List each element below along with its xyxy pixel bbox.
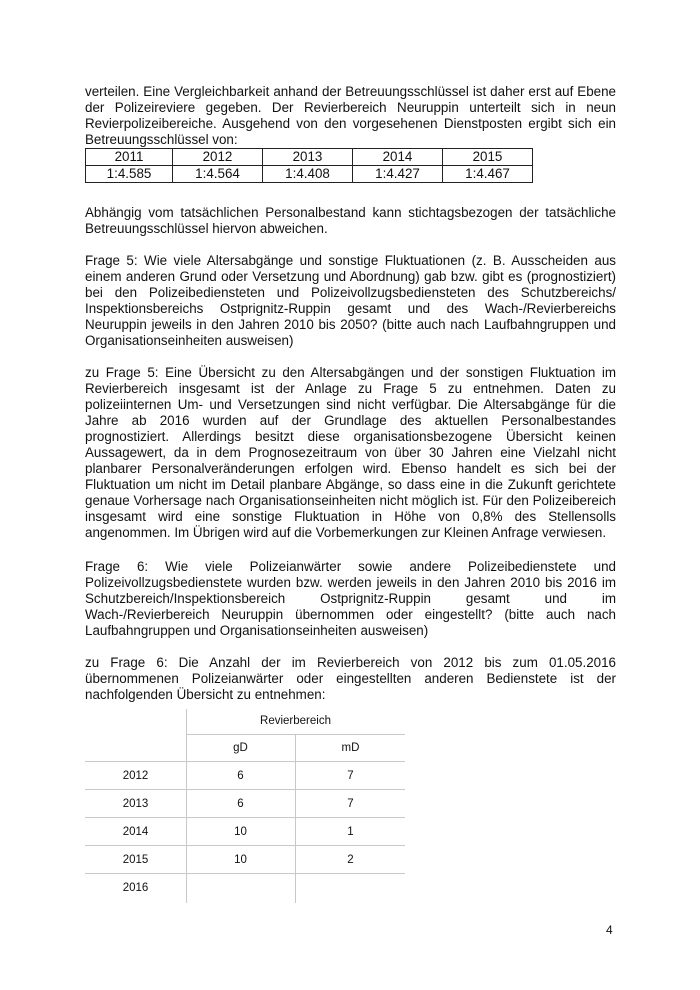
table-divider: [85, 873, 405, 874]
cell-md: 2: [347, 854, 354, 866]
row-year: 2015: [122, 854, 149, 866]
cell-gd: 10: [234, 854, 247, 866]
paragraph-frage-5: Frage 5: Wie viele Altersabgänge und sonstige Fluktuationen (z. B. Ausscheiden aus einem anderen Grund oder Versetzung und Abordnung) gab bzw. gibt es (prognostiziert) bei den Polizeibediensteten und Polizeivollzugsbediensteten des Schutzbereichs/ Inspektionsbereichs Ostprignitz-Ruppin gesamt und des Wach-/Revierbereichs Neuruppin jeweils in den Jahren 2010 bis 2050? (bitte auch nach Laufbahngruppen und Organisationseinheiten ausweisen): [85, 253, 616, 348]
betreuungsschluessel-table: [85, 148, 533, 183]
row-year: 2016: [122, 882, 149, 894]
row-year: 2012: [122, 770, 149, 782]
year-cell: 2012: [173, 149, 263, 166]
revierbereich-table: [85, 709, 405, 904]
table-divider: [85, 845, 405, 846]
year-cell: 2015: [443, 149, 533, 166]
group-header: Revierbereich: [260, 715, 331, 727]
paragraph-antwort-5: zu Frage 5: Eine Übersicht zu den Altersabgängen und der sonstigen Fluktuation im Revierbereich insgesamt ist der Anlage zu Frage 5 zu entnehmen. Daten zu polizeiinternen Um- und Versetzungen sind nicht verfügbar. Die Altersabgänge für die Jahre ab 2016 wurden auf der Grundlage des aktuellen Personalbestandes prognostiziert. Allerdings besitzt diese organisationsbezogene Übersicht keinen Aussagewert, da in dem Prognosezeitraum von über 30 Jahren eine Vielzahl nicht planbarer Personalveränderungen erfolgen wird. Ebenso handelt es sich bei der Fluktuation um nicht im Detail planbare Abgänge, so dass eine in die Zukunft gerichtete genaue Vorhersage nach Organisationseinheiten nicht möglich ist. Für den Polizeibereich insgesamt wird eine sonstige Fluktuation in Höhe von 0,8% des Stellensolls angenommen. Im Übrigen wird auf die Vorbemerkungen zur Kleinen Anfrage verwiesen.: [85, 365, 616, 540]
cell-md: 1: [347, 826, 354, 838]
column-header-md: mD: [341, 742, 360, 754]
row-year: 2014: [122, 826, 149, 838]
table-row: [86, 166, 533, 183]
cell-gd: 6: [237, 770, 244, 782]
paragraph-abweichung: Abhängig vom tatsächlichen Personalbestand kann stichtagsbezogen der tatsächliche Betreuungsschlüssel hiervon abweichen.: [85, 205, 616, 236]
paragraph-antwort-6: zu Frage 6: Die Anzahl der im Revierbereich von 2012 bis zum 01.05.2016 übernommenen Polizeianwärter oder eingestellten anderen Bedienstete ist der nachfolgenden Übersicht zu entnehmen:: [85, 655, 616, 702]
year-cell: 2011: [86, 149, 173, 166]
year-cell: 2013: [263, 149, 353, 166]
paragraph-intro: verteilen. Eine Vergleichbarkeit anhand der Betreuungsschlüssel ist daher erst auf Ebene der Polizeireviere gegeben. Der Revierbereich Neuruppin unterteilt sich in neun Revierpolizeibereiche. Ausgehend von den vorgesehenen Dienstposten ergibt sich ein Betreuungsschlüssel von:: [85, 84, 616, 147]
ratio-cell: 1:4.564: [173, 166, 263, 183]
page-number: 4: [606, 923, 613, 937]
cell-gd: 6: [237, 798, 244, 810]
ratio-cell: 1:4.427: [353, 166, 443, 183]
paragraph-frage-6: Frage 6: Wie viele Polizeianwärter sowie andere Polizeibedienstete und Polizeivollzugsbedienstete wurden bzw. werden jeweils in den Jahren 2010 bis 2016 im Schutzbereich/Inspektionsbereich Ostprignitz-Ruppin gesamt und im Wach-/Revierbereich Neuruppin übernommen oder eingestellt? (bitte auch nach Laufbahngruppen und Organisationseinheiten ausweisen): [85, 559, 616, 638]
year-cell: 2014: [353, 149, 443, 166]
table-divider: [85, 817, 405, 818]
table-divider: [295, 734, 296, 903]
table-header-row: [86, 149, 533, 166]
table-divider: [85, 761, 405, 762]
ratio-cell: 1:4.585: [86, 166, 173, 183]
row-year: 2013: [122, 798, 149, 810]
table-divider: [85, 789, 405, 790]
cell-gd: 10: [234, 826, 247, 838]
table-divider: [186, 734, 405, 735]
column-header-gd: gD: [233, 742, 248, 754]
cell-md: 7: [347, 798, 354, 810]
cell-md: 7: [347, 770, 354, 782]
ratio-cell: 1:4.467: [443, 166, 533, 183]
ratio-cell: 1:4.408: [263, 166, 353, 183]
